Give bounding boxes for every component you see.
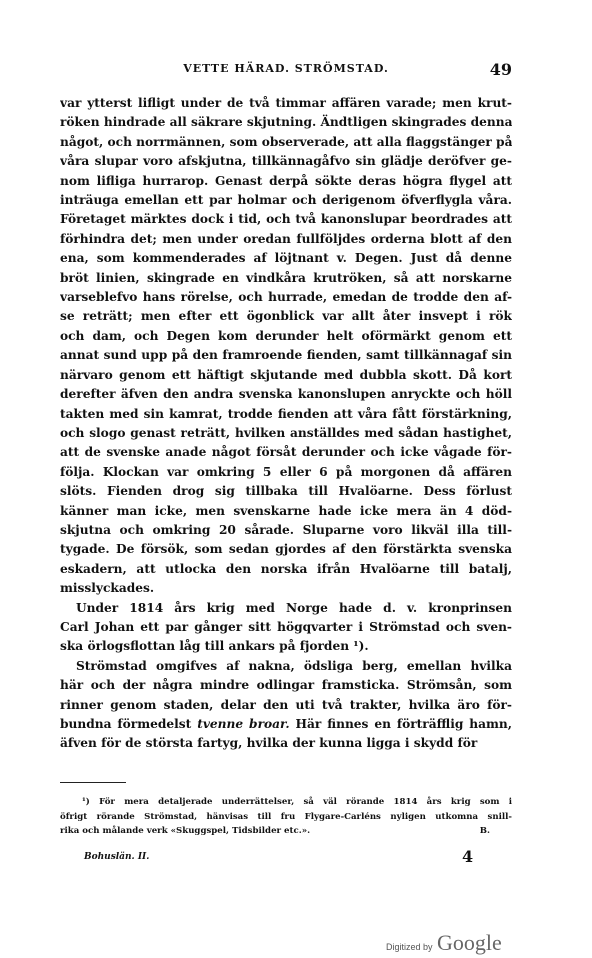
text-line: ena, som kommenderades af löjtnant v. Degen. Just då denne [60, 251, 512, 266]
body-text [60, 94, 512, 754]
text-line [60, 715, 512, 734]
text-line: något, och norrmännen, som observerade, att alla flaggstänger på [60, 134, 512, 149]
text-line: derefter äfven den andra svenska kanonslupen anryckte och höll [60, 387, 512, 402]
text-line: röken hindrade all säkrare skjutning. Ändtligen skingrades denna [60, 115, 512, 130]
page-number: 49 [489, 60, 512, 79]
printer-signature: Bohuslän. II. [84, 852, 150, 862]
footnote-line: ¹) För mera detaljerade underrättelser, så väl rörande 1814 års krig som i [82, 797, 512, 807]
watermark-prefix: Digitized by [386, 942, 433, 952]
digitization-watermark [386, 930, 502, 956]
text-line: följa. Klockan var omkring 5 eller 6 på morgonen då affären [60, 464, 512, 479]
text-line: ska örlogsflottan låg till ankars på fjorden ¹). [60, 639, 369, 654]
text-line: rinner genom staden, delar den uti två trakter, hvilka äro för- [60, 697, 512, 712]
text-line: här och der några mindre odlingar framsticka. Strömsån, som [60, 678, 512, 693]
text-line: slöts. Fienden drog sig tillbaka till Hvalöarne. Dess förlust [60, 484, 512, 499]
text-line: att de svenske anade något försåt derunder och icke vågade för- [60, 445, 512, 460]
text-line: skjutna och omkring 20 sårade. Sluparne voro likväl illa till- [60, 522, 512, 537]
footnote-line [60, 824, 512, 839]
text-line: känner man icke, men svenskarne hade icke mera än 4 död- [60, 503, 512, 518]
italic-phrase: tvenne broar. [197, 717, 290, 731]
text-line: närvaro genom ett häftigt skjutande med dubbla skott. Då kort [60, 367, 512, 382]
text-line: bröt linien, skingrade en vindkåra krutröken, så att norskarne [60, 270, 512, 285]
running-title: VETTE HÄRAD. STRÖMSTAD. [183, 62, 389, 75]
footnote-line: öfrigt rörande Strömstad, hänvisas till fru Flygare-Carléns nyligen utkomna snill- [60, 811, 512, 822]
text-line: Strömstad omgifves af nakna, ödsliga berg, emellan hvilka [76, 658, 512, 673]
footnote-divider [60, 782, 126, 783]
text-segment: bundna förmedelst [60, 717, 192, 731]
text-line: misslyckades. [60, 581, 155, 596]
text-line: Carl Johan ett par gånger sitt högqvarter i Strömstad och sven- [60, 619, 512, 634]
text-line: äfven för de största fartyg, hvilka der kunna ligga i skydd för [60, 736, 478, 751]
text-line: varseblefvo hans rörelse, och hurrade, emedan de trodde den af- [60, 290, 512, 305]
running-header [60, 62, 512, 82]
text-line: Under 1814 års krig med Norge hade d. v. kronprinsen [76, 600, 512, 615]
footnote-signature: B. [479, 826, 490, 837]
text-line: förhindra det; men under oredan fullföljdes orderna blott af den [60, 231, 512, 246]
text-line: och slogo genast reträtt, hvilken anställdes med sådan hastighet, [60, 425, 512, 440]
text-line: tygade. De försök, som sedan gjordes af den förstärkta svenska [60, 542, 512, 557]
text-line: takten med sin kamrat, trodde fienden att våra fått förstärkning, [60, 406, 512, 421]
text-line: våra slupar voro afskjutna, tillkännagåfvo sin glädje deröfver ge- [60, 154, 512, 169]
text-line: var ytterst lifligt under de två timmar affären varade; men krut- [60, 96, 512, 110]
text-line: nom lifliga hurrarop. Genast derpå sökte deras högra flygel att [60, 173, 512, 188]
text-line: och dam, och Degen kom derunder helt oförmärkt genom ett [60, 328, 512, 343]
text-line: Företaget märktes dock i tid, och två kanonslupar beordrades att [60, 212, 512, 227]
text-line: se reträtt; men efter ett ögonblick var allt åter insvept i rök [60, 309, 512, 324]
text-line: eskadern, att utlocka den norska ifrån Hvalöarne till batalj, [60, 561, 512, 576]
signature-mark: 4 [462, 847, 474, 866]
footnote [60, 795, 512, 839]
footnote-text: rika och målande verk «Skuggspel, Tidsbilder etc.». [60, 826, 311, 837]
text-segment: Här finnes en förträfflig hamn, [289, 717, 512, 731]
text-line: annat sund upp på den framroende fienden, samt tillkännagaf sin [60, 348, 512, 363]
google-logo: Google [436, 930, 502, 955]
text-line: inträuga emellan ett par holmar och derigenom öfverflygla våra. [60, 193, 512, 208]
